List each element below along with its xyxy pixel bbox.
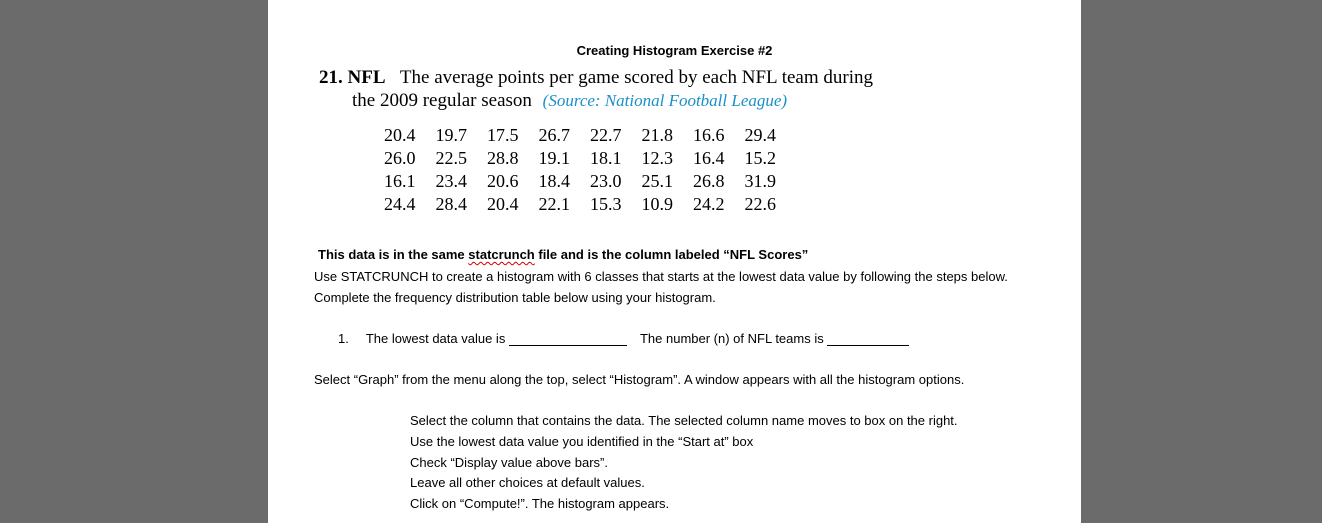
note-prefix: This data is in the same bbox=[318, 247, 469, 262]
team-count-blank[interactable] bbox=[827, 333, 909, 346]
instruction-line-2: Complete the frequency distribution table below using your histogram. bbox=[314, 290, 716, 305]
document-page bbox=[268, 0, 1081, 523]
data-cell: 29.4 bbox=[744, 125, 776, 145]
note-suffix: file and is the column labeled “NFL Scores” bbox=[534, 247, 809, 262]
step-item: Check “Display value above bars”. bbox=[410, 454, 608, 470]
instruction-line-1: Use STATCRUNCH to create a histogram with 6 classes that starts at the lowest data value by following the steps below. bbox=[314, 269, 1008, 284]
data-cell: 17.5 bbox=[487, 125, 519, 145]
step-list bbox=[410, 413, 958, 517]
data-cell: 25.1 bbox=[641, 171, 673, 191]
spellcheck-word: statcrunch bbox=[468, 247, 535, 262]
data-cell: 20.6 bbox=[487, 171, 519, 191]
step-item: Click on “Compute!”. The histogram appears. bbox=[410, 496, 670, 511]
data-location-note bbox=[318, 247, 808, 262]
data-cell: 24.4 bbox=[384, 194, 416, 214]
lowest-value-label: The lowest data value is bbox=[365, 331, 506, 346]
data-cell: 26.8 bbox=[693, 171, 725, 191]
data-cell: 23.0 bbox=[590, 171, 622, 191]
data-cell: 24.2 bbox=[693, 194, 725, 214]
data-cell: 22.6 bbox=[744, 194, 776, 214]
step-item: Leave all other choices at default values. bbox=[410, 475, 645, 491]
problem-name: NFL bbox=[347, 67, 386, 88]
question-1 bbox=[338, 331, 909, 346]
data-cell: 10.9 bbox=[641, 194, 673, 214]
data-cell: 26.7 bbox=[538, 125, 570, 145]
data-cell: 18.1 bbox=[590, 148, 622, 168]
step-item: Select the column that contains the data. The selected column name moves to box on the right. bbox=[410, 413, 958, 428]
data-cell: 22.5 bbox=[435, 148, 467, 168]
data-row bbox=[384, 124, 796, 147]
data-cell: 19.7 bbox=[435, 125, 467, 145]
problem-text-line2: the 2009 regular season bbox=[352, 90, 532, 111]
problem-source: (Source: National Football League) bbox=[542, 91, 788, 110]
data-cell: 20.4 bbox=[384, 125, 416, 145]
data-cell: 23.4 bbox=[435, 171, 467, 191]
data-cell: 22.7 bbox=[590, 125, 622, 145]
data-cell: 15.3 bbox=[590, 194, 622, 214]
problem-statement bbox=[319, 66, 1039, 112]
step-item: Use the lowest data value you identified in the “Start at” box bbox=[410, 433, 754, 449]
data-cell: 20.4 bbox=[487, 194, 519, 214]
page-title: Creating Histogram Exercise #2 bbox=[576, 43, 773, 58]
data-row bbox=[384, 147, 796, 170]
data-cell: 28.8 bbox=[487, 148, 519, 168]
data-cell: 16.1 bbox=[384, 171, 416, 191]
data-cell: 28.4 bbox=[435, 194, 467, 214]
data-table bbox=[384, 124, 796, 216]
data-cell: 12.3 bbox=[641, 148, 673, 168]
data-cell: 21.8 bbox=[641, 125, 673, 145]
data-row bbox=[384, 193, 796, 216]
lowest-value-blank[interactable] bbox=[509, 333, 627, 346]
data-cell: 19.1 bbox=[538, 148, 570, 168]
data-cell: 16.4 bbox=[693, 148, 725, 168]
problem-text-line1: The average points per game scored by each NFL team during bbox=[399, 67, 873, 88]
data-cell: 22.1 bbox=[538, 194, 570, 214]
data-row bbox=[384, 170, 796, 193]
data-cell: 18.4 bbox=[538, 171, 570, 191]
problem-number: 21. bbox=[319, 67, 343, 88]
graph-instruction: Select “Graph” from the menu along the top, select “Histogram”. A window appears with all the histogram options. bbox=[314, 372, 965, 387]
team-count-label: The number (n) of NFL teams is bbox=[639, 331, 824, 346]
question-number: 1. bbox=[338, 331, 349, 346]
data-cell: 15.2 bbox=[744, 148, 776, 168]
data-cell: 16.6 bbox=[693, 125, 725, 145]
data-cell: 26.0 bbox=[384, 148, 416, 168]
data-cell: 31.9 bbox=[744, 171, 776, 191]
